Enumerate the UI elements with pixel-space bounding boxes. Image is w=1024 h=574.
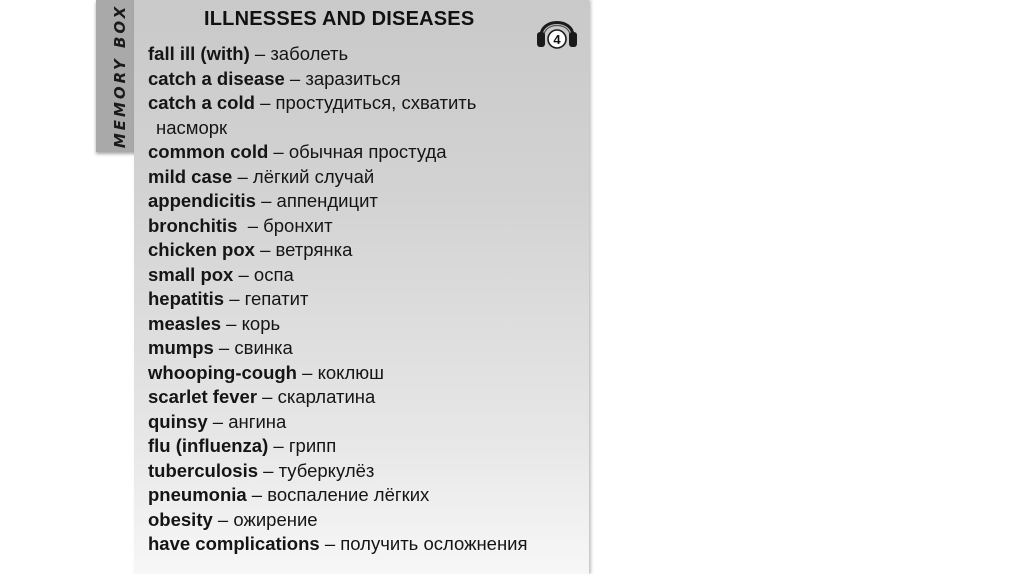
vocab-term: measles [148,312,222,334]
vocab-term: pneumonia [148,484,247,505]
memory-box-label: MEMORY BOX [111,3,129,149]
vocabulary-list [148,42,580,557]
vocab-translation: коклюш [317,361,384,383]
vocab-entry [148,361,580,386]
vocab-translation: аппендицит [276,190,378,211]
vocab-translation: простудиться, схватить [275,92,477,113]
vocab-term: quinsy [148,410,208,432]
dash-separator: – [255,190,277,211]
dash-separator: – [319,533,341,554]
vocab-translation-continuation: насморк [156,116,228,138]
dash-separator: – [249,43,271,64]
vocab-term: catch a cold [148,92,255,113]
dash-separator: – [297,361,318,383]
vocab-translation: ангина [228,410,287,432]
dash-separator: – [254,92,276,113]
vocab-entry [148,67,580,92]
dash-separator: – [254,239,276,260]
vocab-entry [148,532,580,557]
vocab-entry [148,140,580,165]
vocab-translation: ветрянка [275,239,353,260]
dash-separator: – [246,484,268,505]
audio-track-number: 4 [553,32,561,47]
vocab-translation: грипп [288,435,337,456]
vocab-translation: воспаление лёгких [267,484,430,505]
vocab-entry [148,263,580,288]
vocab-translation: лёгкий случай [252,165,375,187]
dash-separator: – [212,508,234,530]
vocab-translation: свинка [234,337,293,358]
vocab-translation: заболеть [270,43,349,64]
vocab-translation: бронхит [263,214,333,236]
dash-separator: – [268,141,289,162]
box-title: ILLNESSES AND DISEASES [204,8,475,30]
dash-separator: – [257,386,278,407]
vocab-entry [148,287,580,312]
vocab-entry [148,189,580,214]
vocab-entry [148,434,580,459]
dash-separator: – [232,165,253,187]
dash-separator: – [237,214,264,236]
vocab-term: catch a disease [148,67,285,89]
vocab-translation: получить осложнения [340,533,528,554]
dash-separator: – [207,410,229,432]
vocab-term: hepatitis [148,288,225,309]
dash-separator: – [224,288,245,309]
vocab-translation: оспа [253,263,294,285]
vocab-term: common cold [148,141,269,162]
vocab-term: appendicitis [148,190,256,211]
dash-separator: – [258,459,279,481]
dash-separator: – [268,435,289,456]
vocab-translation: обычная простуда [288,141,447,162]
vocab-entry [148,336,580,361]
vocab-entry [148,42,580,67]
vocab-translation: гепатит [244,288,309,309]
vocab-entry [148,410,580,435]
vocab-entry [148,238,580,263]
dash-separator: – [284,67,306,89]
vocab-term: flu (influenza) [148,435,269,456]
vocab-term: bronchitis [148,214,238,236]
vocab-term: have complications [148,533,320,554]
vocab-entry [148,91,580,140]
vocab-term: obesity [148,508,213,530]
vocab-entry [148,385,580,410]
vocab-term: fall ill (with) [148,43,250,64]
vocab-term: whooping-cough [148,361,297,383]
dash-separator: – [221,312,242,334]
vocab-entry [148,483,580,508]
vocab-entry [148,459,580,484]
vocab-term: chicken pox [148,239,255,260]
vocab-translation: ожирение [233,508,318,530]
vocab-entry [148,312,580,337]
vocab-translation: корь [241,312,281,334]
vocab-entry [148,214,580,239]
vocab-term: mild case [148,165,233,187]
vocab-term: small pox [148,263,234,285]
vocab-translation: туберкулёз [278,459,375,481]
vocab-entry [148,508,580,533]
vocab-term: scarlet fever [148,386,258,407]
vocab-term: tuberculosis [148,459,258,481]
vocab-entry [148,165,580,190]
vocab-translation: скарлатина [277,386,376,407]
vocab-term: mumps [148,337,214,358]
dash-separator: – [233,263,254,285]
dash-separator: – [213,337,235,358]
vocab-translation: заразиться [305,67,401,89]
